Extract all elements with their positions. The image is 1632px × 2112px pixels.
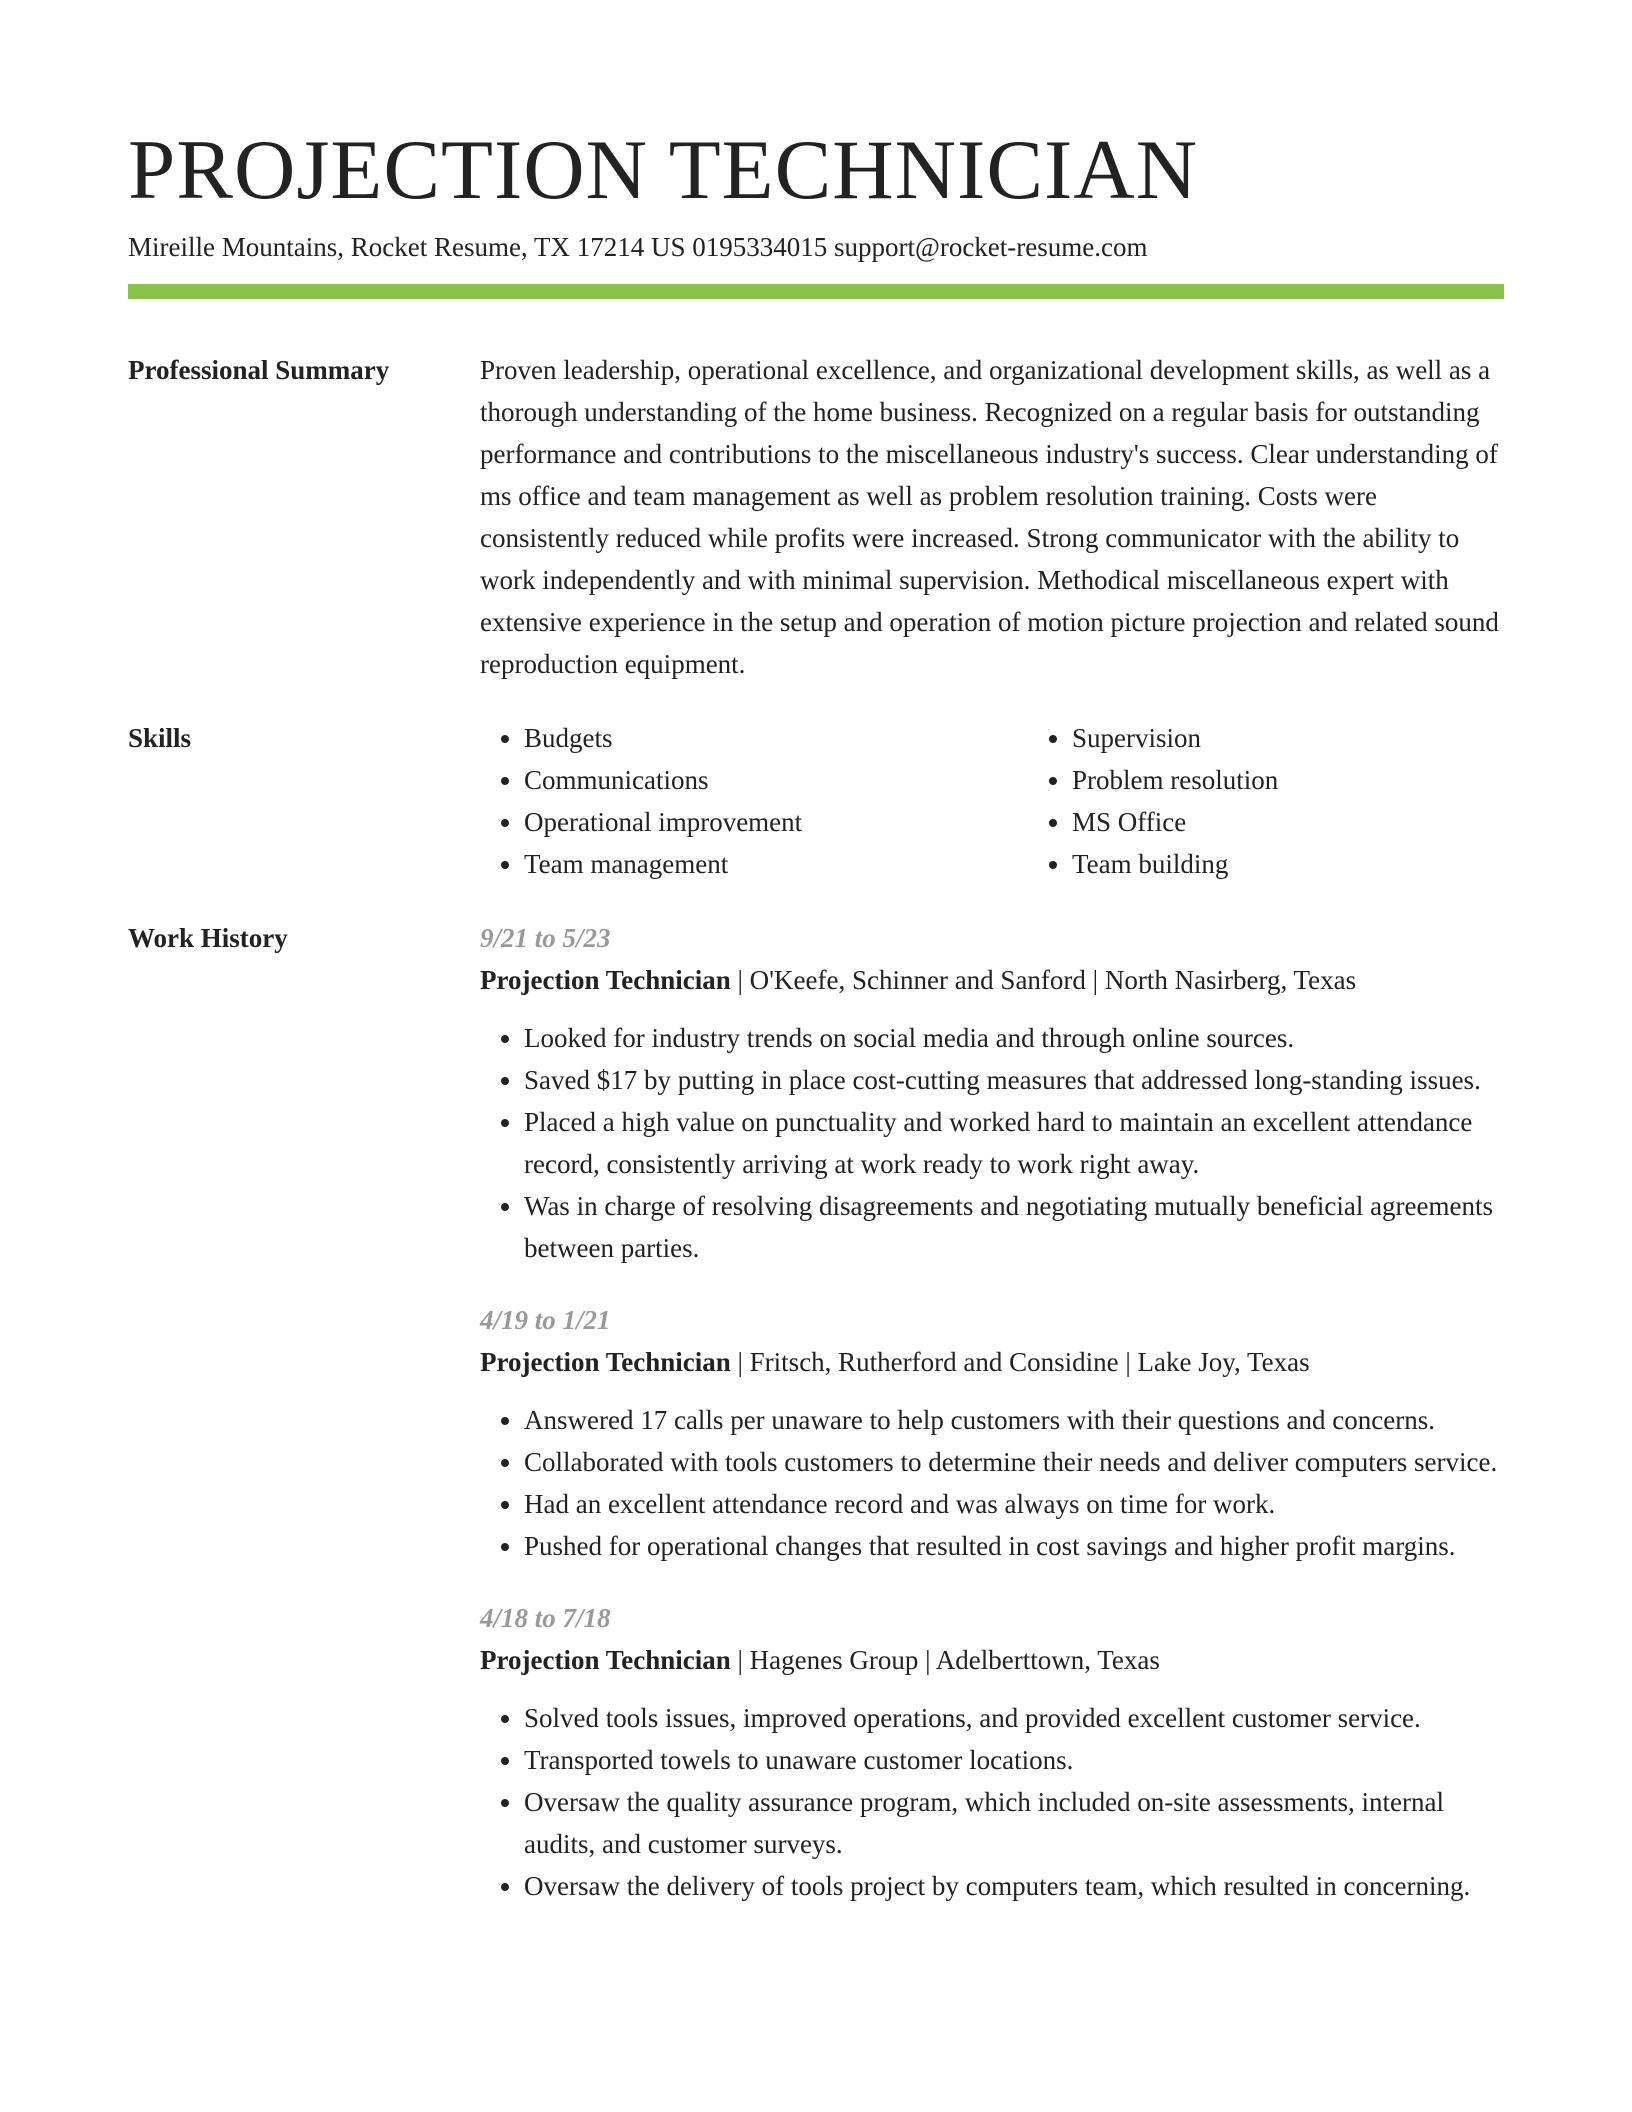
job-entry — [480, 917, 1504, 1269]
job-bullet: • Was in charge of resolving disagreements and negotiating mutually beneficial agreements between parties. — [524, 1185, 1504, 1269]
section-label-summary: Professional Summary — [128, 355, 390, 385]
resume-name-heading: PROJECTION TECHNICIAN — [128, 123, 1199, 217]
job-dates: 4/18 to 7/18 — [480, 1603, 611, 1633]
job-title-line — [480, 959, 1504, 1001]
skill-item: • Problem resolution — [1072, 759, 1576, 801]
job-bullet: • Oversaw the delivery of tools project by computers team, which resulted in concerning. — [524, 1865, 1504, 1907]
job-title-line — [480, 1341, 1504, 1383]
skills-section — [128, 717, 1504, 885]
job-title: Projection Technician — [480, 965, 731, 995]
skill-item: • Communications — [524, 759, 1028, 801]
job-details: | Hagenes Group | Adelberttown, Texas — [730, 1645, 1160, 1675]
section-label-work-history: Work History — [128, 923, 288, 953]
skill-item: • Budgets — [524, 717, 1028, 759]
job-bullet: • Answered 17 calls per unaware to help customers with their questions and concerns. — [524, 1399, 1504, 1441]
job-details: | Fritsch, Rutherford and Considine | Lake Joy, Texas — [730, 1347, 1310, 1377]
skill-item: • MS Office — [1072, 801, 1576, 843]
job-dates: 9/21 to 5/23 — [480, 923, 611, 953]
job-bullet-list — [480, 1697, 1504, 1907]
skill-item: • Operational improvement — [524, 801, 1028, 843]
job-details: | O'Keefe, Schinner and Sanford | North Nasirberg, Texas — [730, 965, 1357, 995]
job-bullet-list — [480, 1017, 1504, 1269]
skill-item: • Team building — [1072, 843, 1576, 885]
skill-item: • Team management — [524, 843, 1028, 885]
contact-email: support@rocket-resume.com — [833, 232, 1148, 262]
job-title: Projection Technician — [480, 1347, 731, 1377]
job-bullet: • Transported towels to unaware customer locations. — [524, 1739, 1504, 1781]
job-bullet: • Saved $17 by putting in place cost-cutting measures that addressed long-standing issues. — [524, 1059, 1504, 1101]
contact-address: Mireille Mountains, Rocket Resume, TX 17214 US — [128, 232, 686, 262]
job-bullet: • Placed a high value on punctuality and worked hard to maintain an excellent attendance record, consistently arriving at work ready to work right away. — [524, 1101, 1504, 1185]
job-dates: 4/19 to 1/21 — [480, 1305, 611, 1335]
job-bullet: • Oversaw the quality assurance program, which included on-site assessments, internal audits, and customer surveys. — [524, 1781, 1504, 1865]
contact-line — [128, 230, 1504, 264]
skill-item: • Supervision — [1072, 717, 1576, 759]
skills-list-right — [1028, 717, 1576, 885]
skills-list-left — [480, 717, 1028, 885]
job-entry — [480, 1299, 1504, 1567]
job-bullet-list — [480, 1399, 1504, 1567]
job-title: Projection Technician — [480, 1645, 731, 1675]
professional-summary-section — [128, 349, 1504, 685]
job-entry — [480, 1597, 1504, 1907]
resume-page — [128, 120, 1504, 1937]
contact-phone: 0195334015 — [692, 232, 828, 262]
section-label-skills: Skills — [128, 723, 192, 753]
job-bullet: • Solved tools issues, improved operations, and provided excellent customer service. — [524, 1697, 1504, 1739]
job-title-line — [480, 1639, 1504, 1681]
work-history-section — [128, 917, 1504, 1937]
job-bullet: • Pushed for operational changes that resulted in cost savings and higher profit margins. — [524, 1525, 1504, 1567]
summary-text: Proven leadership, operational excellence, and organizational development skills, as well as a thorough understanding of the home business. Recognized on a regular basis for outstanding performance and contributions to the miscellaneous industry's success. Clear understanding of ms office and team management as well as problem resolution training. Costs were consistently reduced while profits were increased. Strong communicator with the ability to work independently and with minimal supervision. Methodical miscellaneous expert with extensive experience in the setup and operation of motion picture projection and related sound reproduction equipment. — [480, 355, 1499, 679]
job-bullet: • Collaborated with tools customers to determine their needs and deliver computers service. — [524, 1441, 1504, 1483]
job-bullet: • Had an excellent attendance record and was always on time for work. — [524, 1483, 1504, 1525]
accent-divider — [128, 284, 1504, 299]
job-bullet: • Looked for industry trends on social media and through online sources. — [524, 1017, 1504, 1059]
